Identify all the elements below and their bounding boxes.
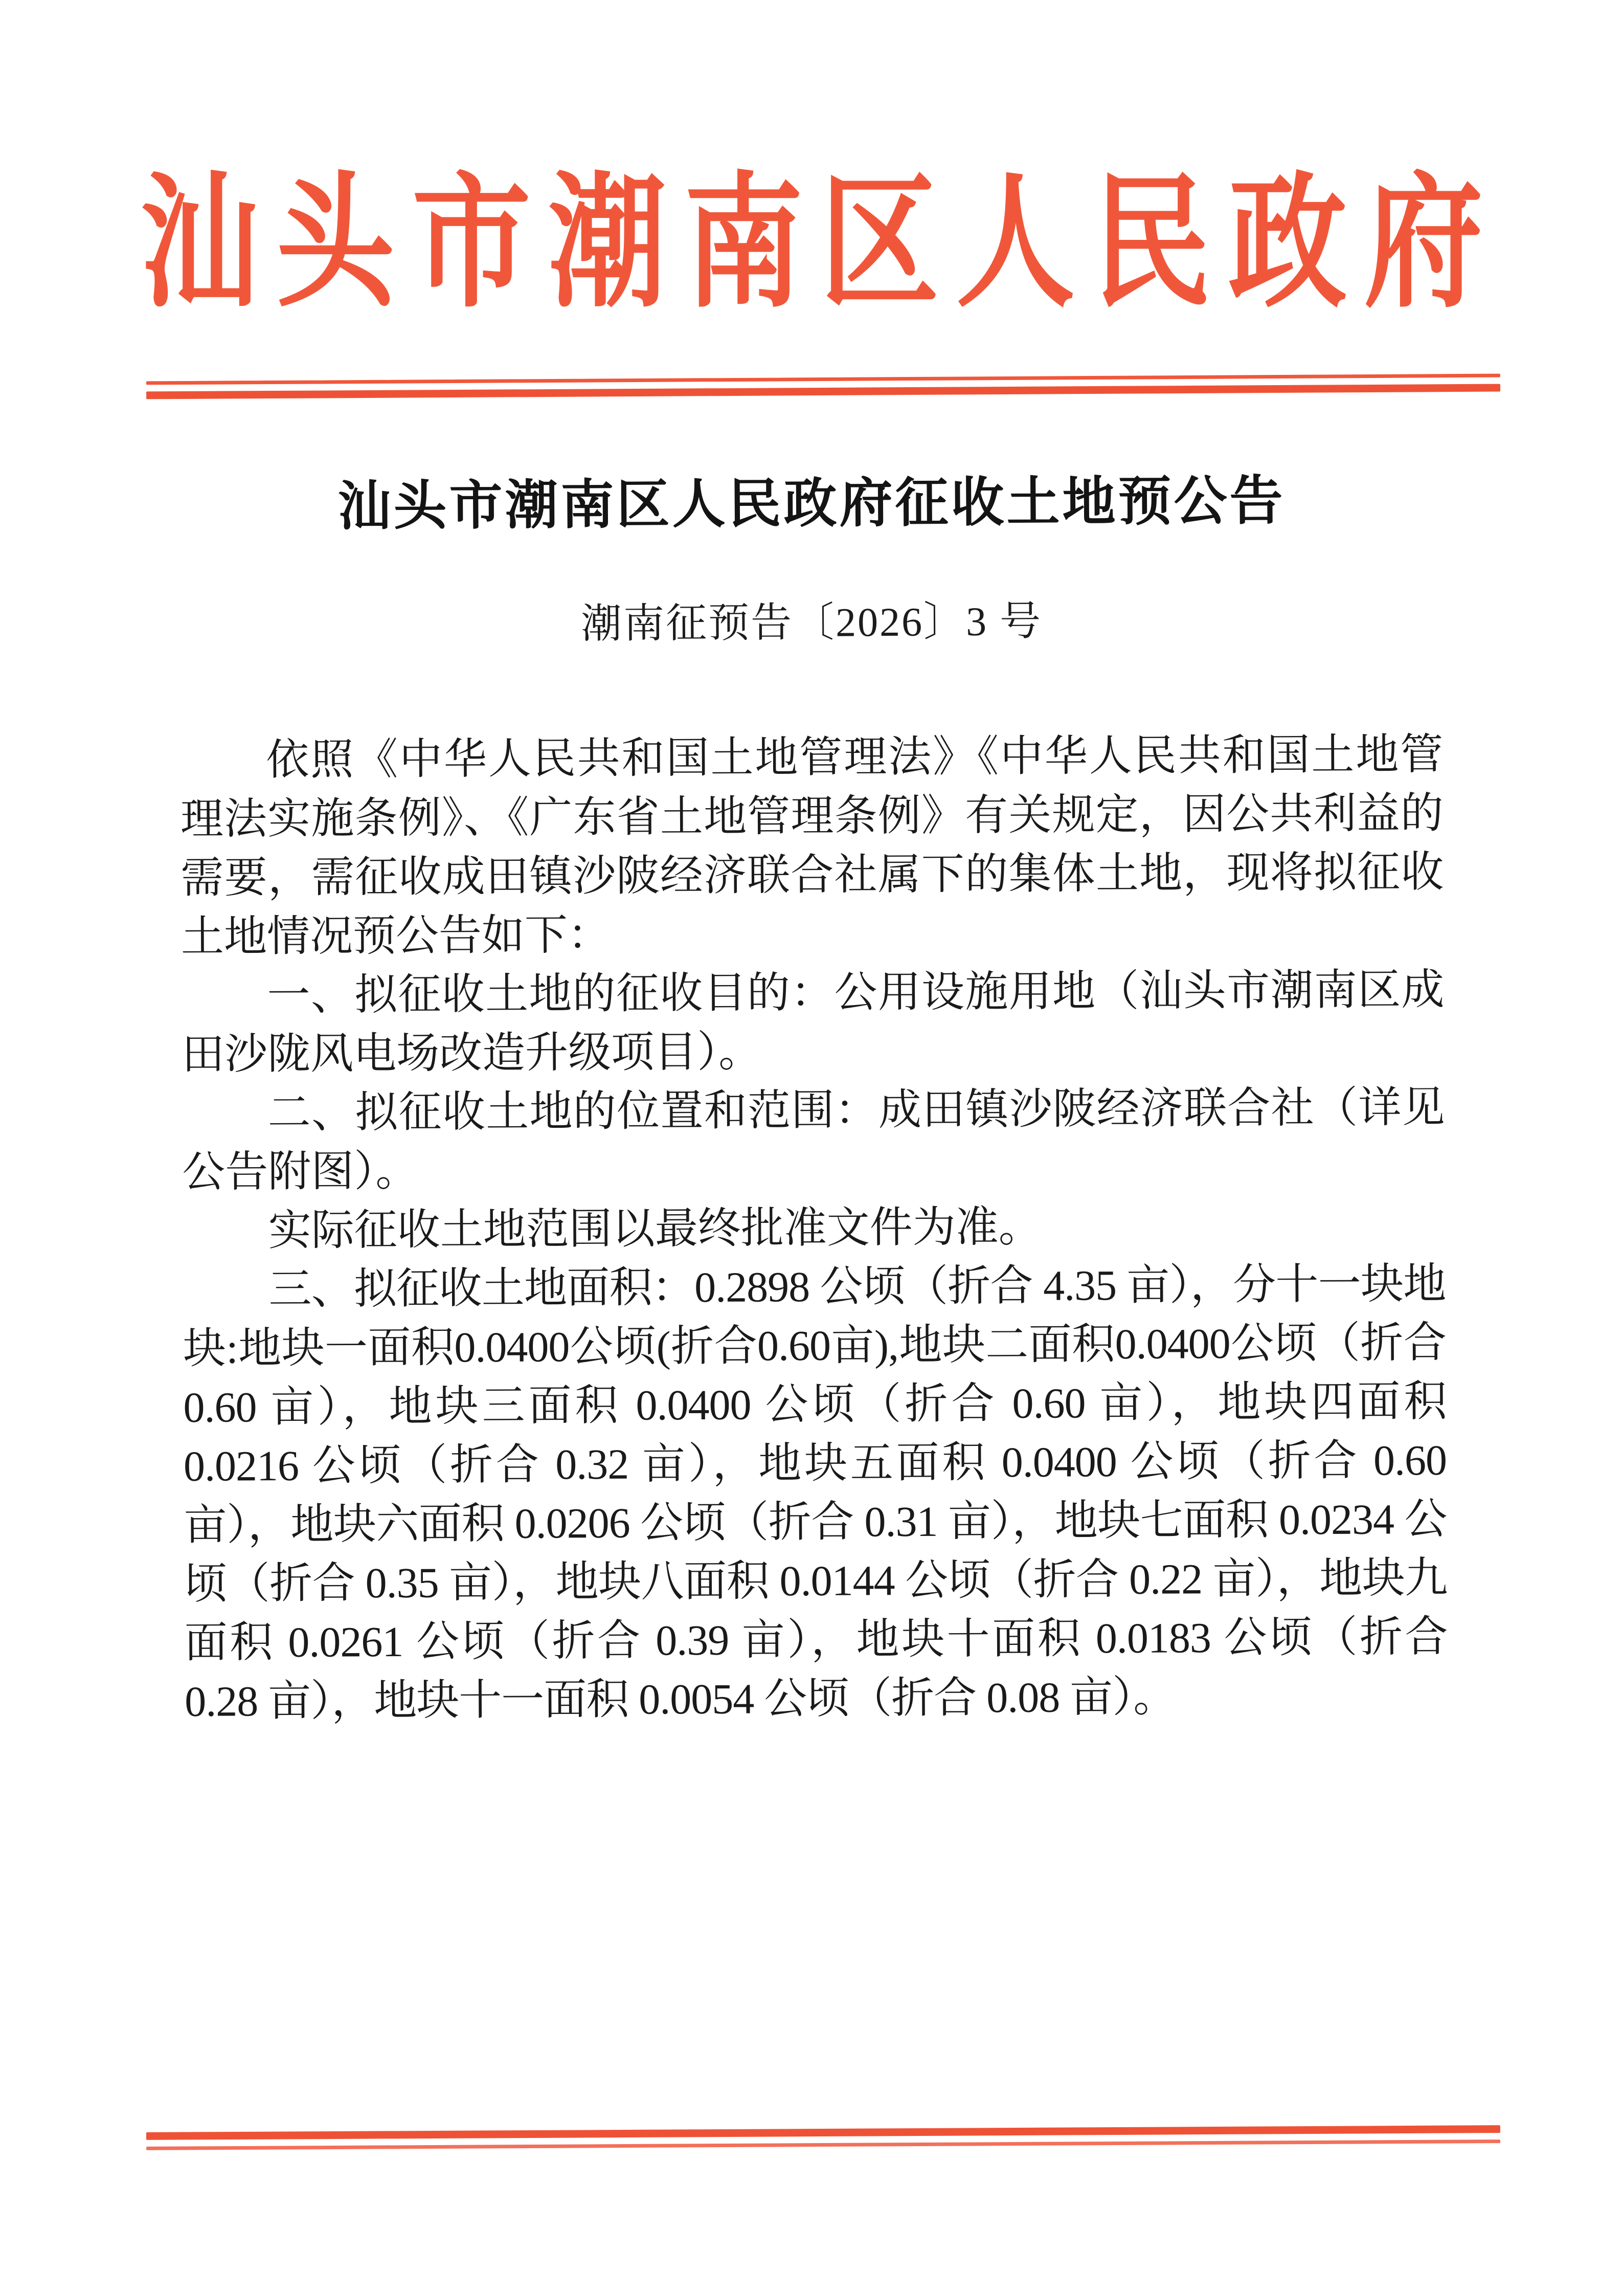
document-number: 潮南征预告〔2026〕3 号	[580, 599, 1043, 647]
document-title: 汕头市潮南区人民政府征收土地预公告	[337, 472, 1286, 537]
body-paragraph-intro: 依照《中华人民共和国土地管理法》《中华人民共和国土地管理法实施条例》、《广东省土地管理条例》有关规定，因公共利益的需要，需征收成田镇沙陂经济联合社属下的集体土地，现将拟征收土地情况预公告如下：	[180, 730, 1444, 961]
letterhead-organization-name: 汕头市潮南区人民政府	[140, 164, 1500, 325]
letterhead-divider	[146, 374, 1500, 399]
body-item-one: 一、拟征收土地的征收目的：公用设施用地（汕头市潮南区成田沙陇风电场改造升级项目）。	[181, 966, 1445, 1079]
letterhead	[0, 164, 1623, 325]
body-note-final-approval: 实际征收土地范围以最终批准文件为准。	[268, 1203, 1042, 1255]
body-item-two: 二、拟征收土地的位置和范围：成田镇沙陂经济联合社（详见公告附图）。	[182, 1083, 1445, 1196]
footer-divider	[146, 2125, 1500, 2150]
body-item-three: 三、拟征收土地面积：0.2898 公顷（折合 4.35 亩），分十一块地块:地块一面积0.0400公顷(折合0.60亩),地块二面积0.0400公顷（折合 0.60 亩），地块三面积 0.0400 公顷（折合 0.60 亩），地块四面积 0.0216 公顷（折合 0.32 亩），地块五面积 0.0400 公顷（折合 0.60 亩），地块六面积 0.0206 公顷（折合 0.31 亩），地块七面积 0.0234 公顷（折合 0.35 亩），地块八面积 0.0144 公顷（折合 0.22 亩），地块九面积 0.0261 公顷（折合 0.39 亩），地块十面积 0.0183 公顷（折合 0.28 亩），地块十一面积 0.0054 公顷（折合 0.08 亩）。	[183, 1260, 1448, 1726]
document-body	[180, 725, 1448, 1731]
